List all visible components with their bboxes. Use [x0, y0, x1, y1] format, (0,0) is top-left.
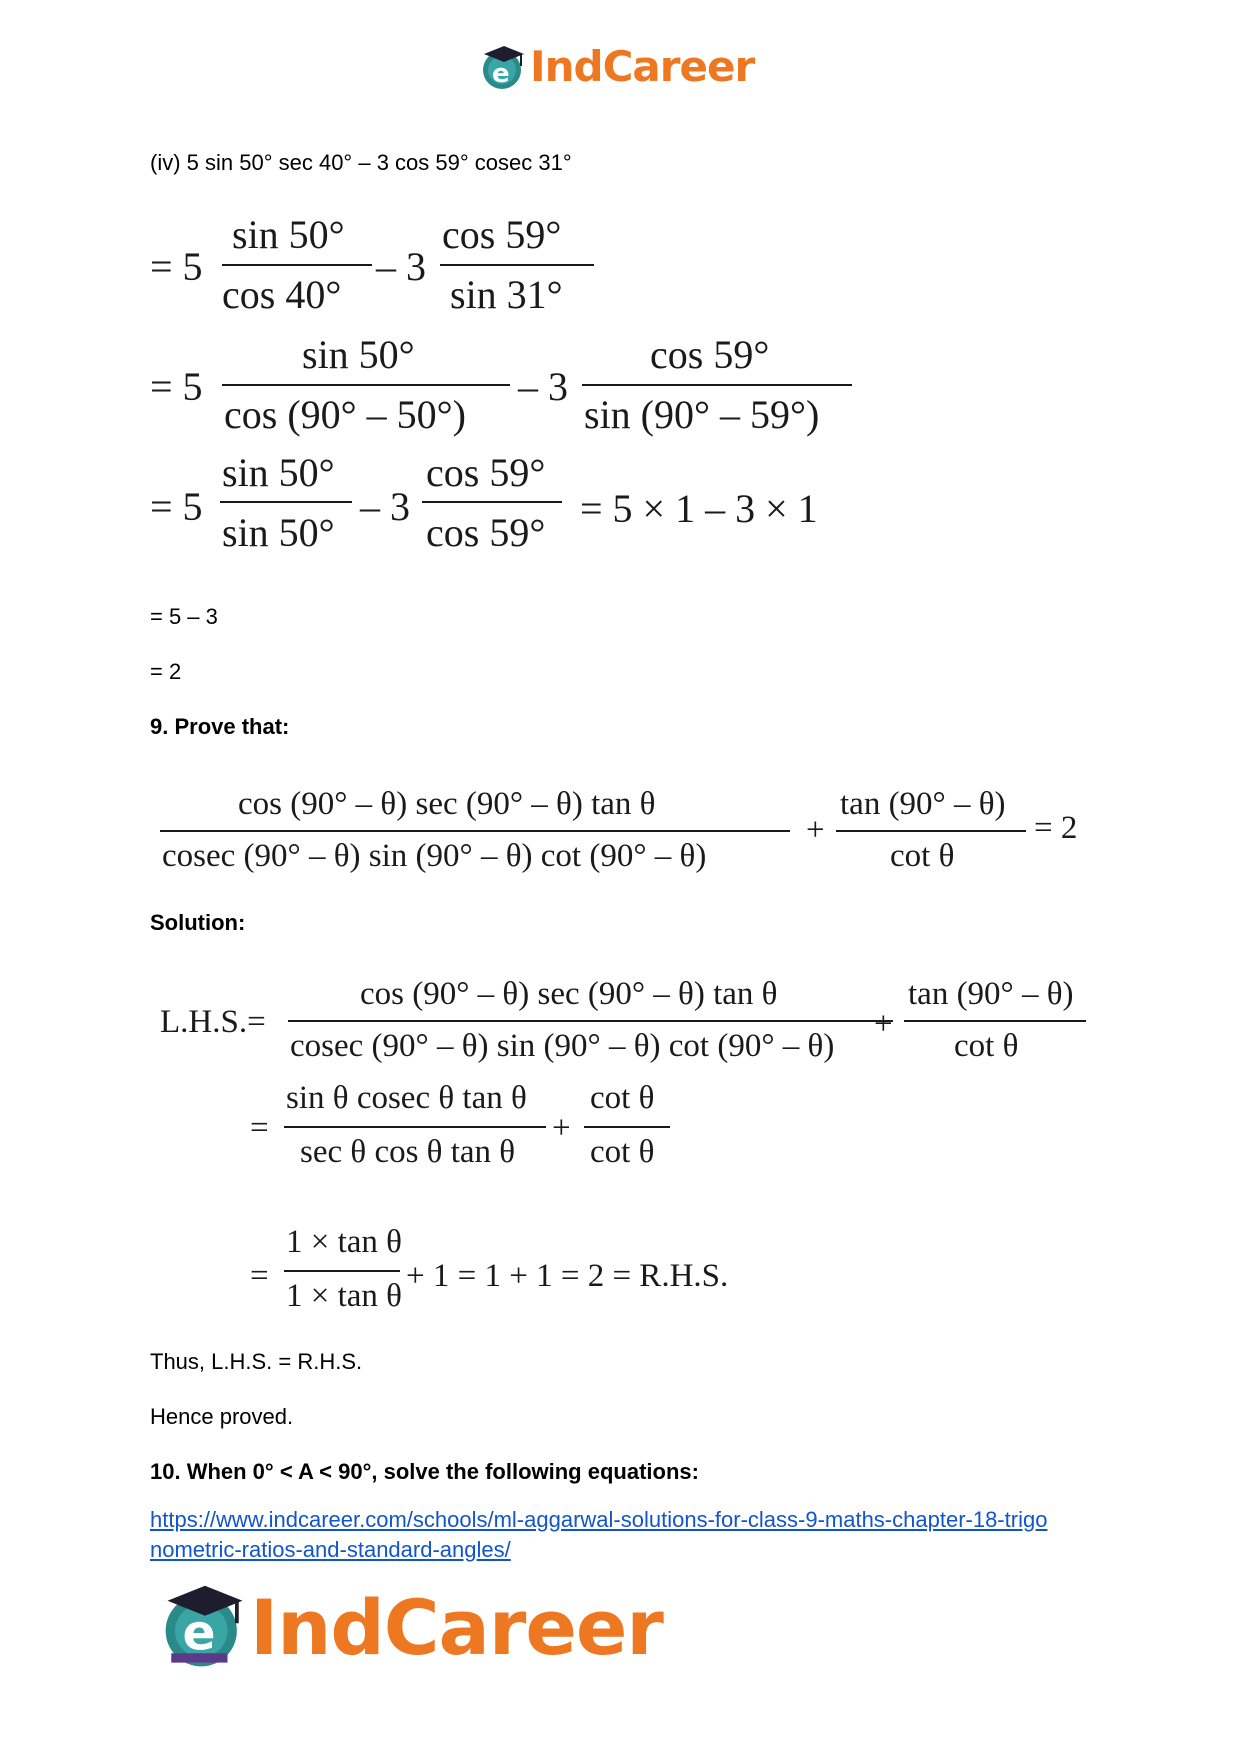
- step-2: = 2: [150, 659, 182, 684]
- footer-logo-wordmark: IndCareer: [250, 1583, 663, 1672]
- eq-line-2: = 5 sin 50° cos (90° – 50°) – 3 cos 59° sin (90° – 59°): [150, 325, 870, 445]
- source-link[interactable]: [150, 1505, 1090, 1565]
- question-9-title: 9. Prove that:: [150, 714, 290, 739]
- source-link-line-1[interactable]: https://www.indcareer.com/schools/ml-aggarwal-solutions-for-class-9-maths-chapter-18-trigo: [150, 1507, 1048, 1532]
- footer-logo: [160, 1580, 700, 1680]
- svg-text:e: e: [492, 59, 510, 89]
- q9-statement: cos (90° – θ) sec (90° – θ) tan θ cosec (90° – θ) sin (90° – θ) cot (90° – θ) + tan (90° – θ) cot θ = 2: [162, 786, 1078, 874]
- eq-line-3: = 5 sin 50° sin 50° – 3 cos 59° cos 59° = 5 × 1 – 3 × 1: [150, 450, 818, 555]
- hence-proved: Hence proved.: [150, 1404, 294, 1429]
- svg-text:e: e: [182, 1605, 216, 1662]
- solution-line-1: L.H.S.= cos (90° – θ) sec (90° – θ) tan θ cosec (90° – θ) sin (90° – θ) cot (90° – θ) + tan (90° – θ) cot θ: [160, 972, 1100, 1082]
- step-1: = 5 – 3: [150, 604, 218, 629]
- graduation-globe-icon: [480, 44, 528, 92]
- solution-line-2: = sin θ cosec θ tan θ sec θ cos θ tan θ + cot θ cot θ: [250, 1078, 770, 1188]
- question-iv: (iv) 5 sin 50° sec 40° – 3 cos 59° cosec 31°: [150, 150, 572, 175]
- solution-label: Solution:: [150, 910, 246, 935]
- eq-line-1: = 5 sin 50° cos 40° – 3 cos 59° sin 31°: [150, 205, 600, 325]
- source-link-line-2[interactable]: nometric-ratios-and-standard-angles/: [150, 1537, 511, 1562]
- solution-line-3: = 1 × tan θ 1 × tan θ + 1 = 1 + 1 = 2 = R.H.S.: [250, 1224, 729, 1314]
- thus-statement: Thus, L.H.S. = R.H.S.: [150, 1349, 363, 1374]
- header-logo: [480, 40, 760, 96]
- question-10-title: 10. When 0° < A < 90°, solve the following equations:: [150, 1459, 699, 1484]
- header-logo-wordmark: IndCareer: [530, 42, 755, 91]
- graduation-globe-icon: [160, 1582, 250, 1672]
